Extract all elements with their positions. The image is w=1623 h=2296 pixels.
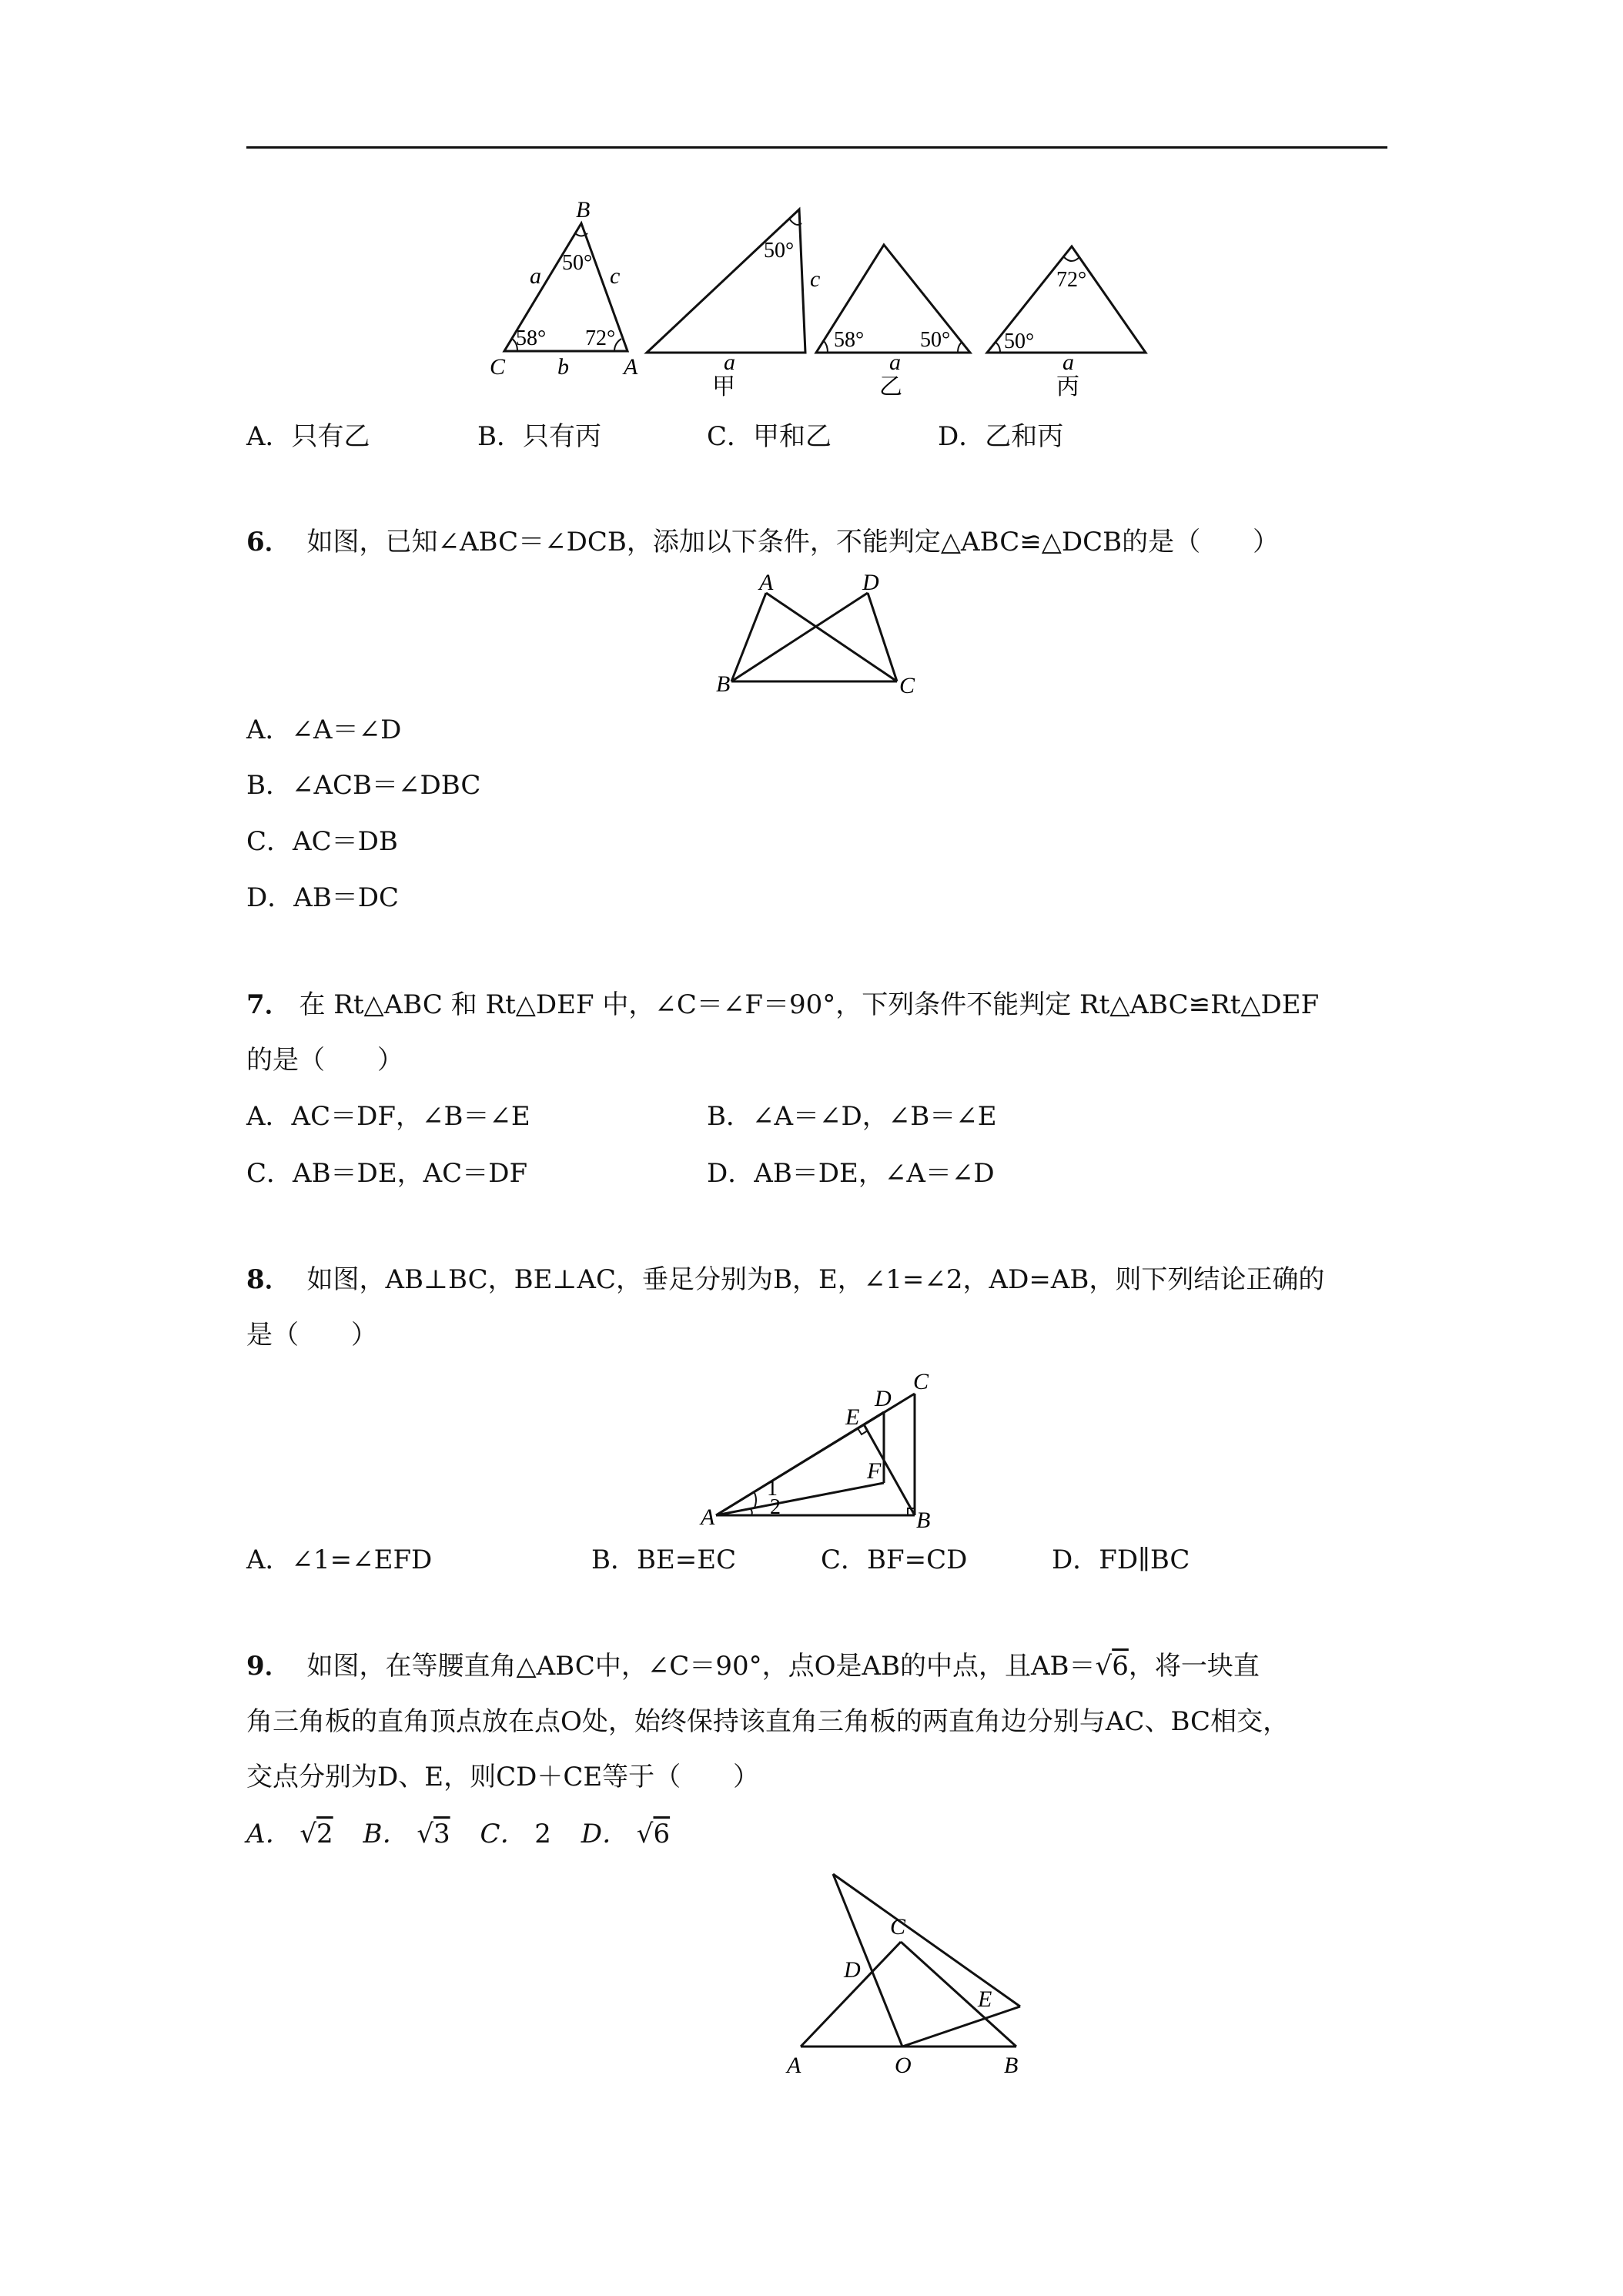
q9-stem-post: ，将一块直 xyxy=(1128,1651,1260,1682)
q5-bing-caption: 丙 xyxy=(1056,373,1079,400)
q5-ref-label-b: B xyxy=(576,197,591,223)
q8-figure xyxy=(693,1363,955,1532)
q8-option-d: D．FD∥BC xyxy=(1052,1545,1190,1575)
q8-option-c: C．BF=CD xyxy=(821,1545,968,1575)
q5-bing-ang1: 72° xyxy=(1056,268,1087,292)
q7-number: 7． xyxy=(246,989,291,1020)
q9-figure xyxy=(778,1863,1055,2094)
q7-stem-line1 xyxy=(246,988,1319,1022)
q5-option-c: C．甲和乙 xyxy=(707,421,832,452)
q5-ref-ang-c: 58° xyxy=(516,326,547,350)
q5-bing-side-a: a xyxy=(1062,350,1074,375)
q7-option-d: D．AB＝DE，∠A＝∠D xyxy=(707,1158,995,1189)
q5-ref-label-c: C xyxy=(490,354,506,380)
q8-label-a: A xyxy=(701,1504,715,1530)
q5-jia-triangle xyxy=(647,209,805,353)
q9-option-a-value: 2 xyxy=(316,1819,333,1849)
q5-ref-ang-b: 50° xyxy=(562,251,593,275)
q9-label-a: A xyxy=(787,2053,801,2078)
q6-label-b: B xyxy=(716,671,731,697)
q9-number: 9． xyxy=(246,1651,291,1682)
q7-option-a: A．AC＝DF，∠B＝∠E xyxy=(246,1101,530,1132)
q9-options xyxy=(246,1817,670,1851)
q9-stem-radicand: 6 xyxy=(1112,1651,1129,1682)
q6-label-a: A xyxy=(759,570,774,595)
q9-stem-line3: 交点分别为D、E，则CD＋CE等于（ ） xyxy=(246,1762,760,1792)
q9-stem-line1 xyxy=(246,1649,1260,1683)
q5-ref-label-a: A xyxy=(624,354,638,380)
q8-label-f: F xyxy=(867,1458,882,1484)
q5-bing-ang2: 50° xyxy=(1004,330,1035,353)
q6-option-d: D．AB＝DC xyxy=(246,882,400,913)
q6-stem xyxy=(246,525,1279,559)
q7-option-c: C．AB＝DE，AC＝DF xyxy=(246,1158,528,1189)
q5-option-a: A．只有乙 xyxy=(246,421,370,452)
q9-stem-pre: 如图，在等腰直角△ABC中，∠C＝90°，点O是AB的中点，且AB＝√ xyxy=(306,1651,1113,1682)
q8-label-1: 1 xyxy=(767,1477,778,1501)
q5-option-d: D．乙和丙 xyxy=(938,421,1064,452)
q9-label-b: B xyxy=(1004,2053,1019,2078)
q9-option-c-value: 2 xyxy=(534,1819,551,1849)
q8-stem-line1 xyxy=(246,1263,1324,1297)
header-rule xyxy=(246,146,1387,149)
q6-figure xyxy=(708,570,932,708)
q5-ref-side-b: b xyxy=(557,354,569,380)
q6-stem-text: 如图，已知∠ABC＝∠DCB，添加以下条件，不能判定△ABC≌△DCB的是（ ） xyxy=(306,527,1280,557)
q8-option-a: A．∠1=∠EFD xyxy=(246,1545,433,1575)
q8-label-d: D xyxy=(875,1386,892,1411)
q7-stem-line2: 的是（ ） xyxy=(246,1045,403,1076)
q9-label-e: E xyxy=(978,1986,992,2012)
q8-stem-text: 如图，AB⊥BC，BE⊥AC，垂足分别为B，E，∠1=∠2，AD=AB，则下列结论正确的 xyxy=(306,1264,1325,1295)
q9-label-o: O xyxy=(895,2053,912,2078)
q5-jia-side-a: a xyxy=(724,350,735,375)
q6-label-c: C xyxy=(899,673,915,698)
q5-figure xyxy=(477,192,1170,408)
q5-ref-side-c: c xyxy=(610,263,621,289)
q8-stem-line2: 是（ ） xyxy=(246,1320,377,1350)
q8-label-c: C xyxy=(913,1369,929,1394)
q5-yi-side-a: a xyxy=(889,350,901,375)
q9-option-c-label: C． xyxy=(480,1819,527,1849)
q9-option-b-sqrt: √ xyxy=(417,1819,433,1849)
q6-option-b: B．∠ACB＝∠DBC xyxy=(246,770,481,801)
q5-jia-ang: 50° xyxy=(764,239,795,263)
q9-option-a-sqrt: √ xyxy=(300,1819,317,1849)
q8-number: 8． xyxy=(246,1264,291,1295)
q9-label-c: C xyxy=(890,1914,906,1940)
q8-label-b: B xyxy=(916,1508,931,1533)
q9-option-b-value: 3 xyxy=(433,1819,450,1849)
q5-yi-caption: 乙 xyxy=(879,373,902,400)
q7-option-b: B．∠A＝∠D，∠B＝∠E xyxy=(707,1101,997,1132)
q6-option-c: C．AC＝DB xyxy=(246,826,398,857)
q5-ref-arc-a xyxy=(614,339,621,351)
q9-option-a-label: A． xyxy=(246,1819,292,1849)
q9-option-d-label: D． xyxy=(581,1819,628,1849)
q9-label-d: D xyxy=(844,1957,861,1983)
q6-option-a: A．∠A＝∠D xyxy=(246,715,402,745)
q5-yi-arc-l xyxy=(824,341,828,353)
q9-option-b-label: B． xyxy=(363,1819,409,1849)
q5-yi-ang1: 58° xyxy=(834,328,865,352)
q8-label-e: E xyxy=(845,1404,860,1430)
q8-option-b: B．BE=EC xyxy=(591,1545,737,1575)
q9-option-d-value: 6 xyxy=(653,1819,671,1849)
q5-jia-caption: 甲 xyxy=(712,373,735,400)
q9-option-d-sqrt: √ xyxy=(636,1819,654,1849)
q5-ref-side-a: a xyxy=(530,263,541,289)
q5-bing-arc-top xyxy=(1064,257,1079,261)
q5-yi-ang2: 50° xyxy=(920,328,951,352)
q7-stem-text: 在 Rt△ABC 和 Rt△DEF 中，∠C＝∠F＝90°，下列条件不能判定 Rt△ABC≌Rt△DEF xyxy=(299,989,1320,1020)
q9-stem-line2: 角三角板的直角顶点放在点O处，始终保持该直角三角板的两直角边分别与AC、BC相交， xyxy=(246,1706,1290,1737)
q5-option-b: B．只有丙 xyxy=(477,421,601,452)
q6-label-d: D xyxy=(862,570,879,595)
q5-ref-ang-a: 72° xyxy=(585,326,616,350)
q6-number: 6． xyxy=(246,527,291,557)
q5-jia-side-c: c xyxy=(810,266,821,292)
q8-label-2: 2 xyxy=(770,1495,781,1519)
